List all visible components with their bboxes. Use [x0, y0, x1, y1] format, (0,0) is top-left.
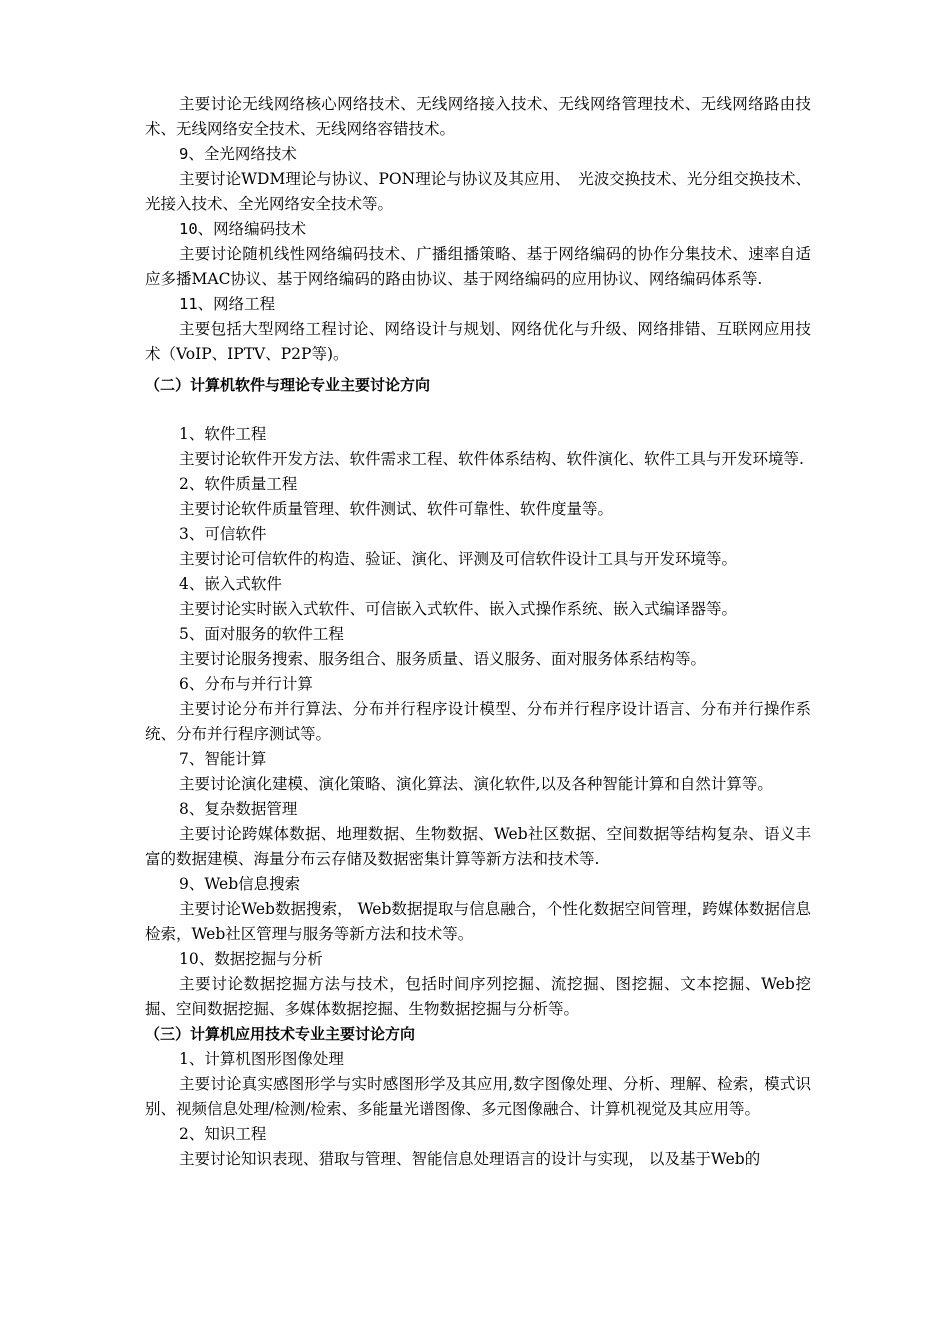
section-two-item-title: 10、数据挖掘与分析: [179, 950, 323, 968]
section-one-item-desc: 主要包括大型网络工程讨论、网络设计与规划、网络优化与升级、网络排错、互联网应用技术（VoIP、IPTV、P2P等)。: [145, 320, 811, 363]
section-two-item-title: 1、软件工程: [179, 425, 267, 443]
section-two-item-title: 4、嵌入式软件: [179, 575, 282, 593]
section-one-item-desc: 主要讨论随机线性网络编码技术、广播组播策略、基于网络编码的协作分集技术、速率自适应多播MAC协议、基于网络编码的路由协议、基于网络编码的应用协议、网络编码体系等.: [145, 245, 811, 288]
section-two-item-desc: 主要讨论数据挖掘方法与技术，包括时间序列挖掘、流挖掘、图挖掘、文本挖掘、Web挖掘、空间数据挖掘、多媒体数据挖掘、生物数据挖掘与分析等。: [145, 975, 811, 1018]
section-three-item-title: 1、计算机图形图像处理: [179, 1050, 344, 1068]
section-two-item-desc: 主要讨论Web数据搜索， Web数据提取与信息融合，个性化数据空间管理，跨媒体数据信息检索，Web社区管理与服务等新方法和技术等。: [145, 900, 811, 943]
section-one-item-title: 9、全光网络技术: [179, 145, 297, 163]
section-two-item-title: 8、复杂数据管理: [179, 800, 298, 818]
document-body: [145, 92, 811, 1172]
section-three-heading: （三）计算机应用技术专业主要讨论方向: [145, 1025, 416, 1043]
section-two-item-desc: 主要讨论可信软件的构造、验证、演化、评测及可信软件设计工具与开发环境等。: [179, 550, 738, 568]
spacer: [145, 398, 811, 422]
section-two-item-title: 7、智能计算: [179, 750, 267, 768]
section-two-item-desc: 主要讨论软件开发方法、软件需求工程、软件体系结构、软件演化、软件工具与开发环境等.: [179, 450, 804, 468]
section-two-item-desc: 主要讨论服务搜索、服务组合、服务质量、语义服务、面对服务体系结构等。: [179, 650, 707, 668]
section-one-item-desc: 主要讨论WDM理论与协议、PON理论与协议及其应用、 光波交换技术、光分组交换技术、光接入技术、全光网络安全技术等。: [145, 170, 811, 213]
section-two-item-desc: 主要讨论实时嵌入式软件、可信嵌入式软件、嵌入式操作系统、嵌入式编译器等。: [179, 600, 738, 618]
section-one-item-title: 10、网络编码技术: [179, 220, 307, 238]
section-three-item-desc: 主要讨论真实感图形学与实时感图形学及其应用,数字图像处理、分析、理解、检索，模式识别、视频信息处理/检测/检索、多能量光谱图像、多元图像融合、计算机视觉及其应用等。: [145, 1075, 811, 1118]
section-two-item-desc: 主要讨论演化建模、演化策略、演化算法、演化软件,以及各种智能计算和自然计算等。: [179, 775, 773, 793]
section-two-item-title: 3、可信软件: [179, 525, 267, 543]
section-two-item-desc: 主要讨论跨媒体数据、地理数据、生物数据、Web社区数据、空间数据等结构复杂、语义丰富的数据建模、海量分布云存储及数据密集计算等新方法和技术等.: [145, 825, 811, 868]
section-two-item-title: 9、Web信息搜索: [179, 875, 301, 893]
wireless-description: 主要讨论无线网络核心网络技术、无线网络接入技术、无线网络管理技术、无线网络路由技术、无线网络安全技术、无线网络容错技术。: [145, 95, 811, 138]
section-two-item-desc: 主要讨论软件质量管理、软件测试、软件可靠性、软件度量等。: [179, 500, 614, 518]
section-three-item-title: 2、知识工程: [179, 1125, 267, 1143]
section-one-item-title: 11、网络工程: [179, 295, 276, 313]
section-two-item-title: 5、面对服务的软件工程: [179, 625, 344, 643]
section-two-item-desc: 主要讨论分布并行算法、分布并行程序设计模型、分布并行程序设计语言、分布并行操作系统、分布并行程序测试等。: [145, 700, 811, 743]
section-two-item-title: 6、分布与并行计算: [179, 675, 313, 693]
section-three-item-desc: 主要讨论知识表现、猎取与管理、智能信息处理语言的设计与实现， 以及基于Web的: [179, 1150, 761, 1168]
section-two-item-title: 2、软件质量工程: [179, 475, 298, 493]
section-two-heading: （二）计算机软件与理论专业主要讨论方向: [145, 376, 431, 394]
